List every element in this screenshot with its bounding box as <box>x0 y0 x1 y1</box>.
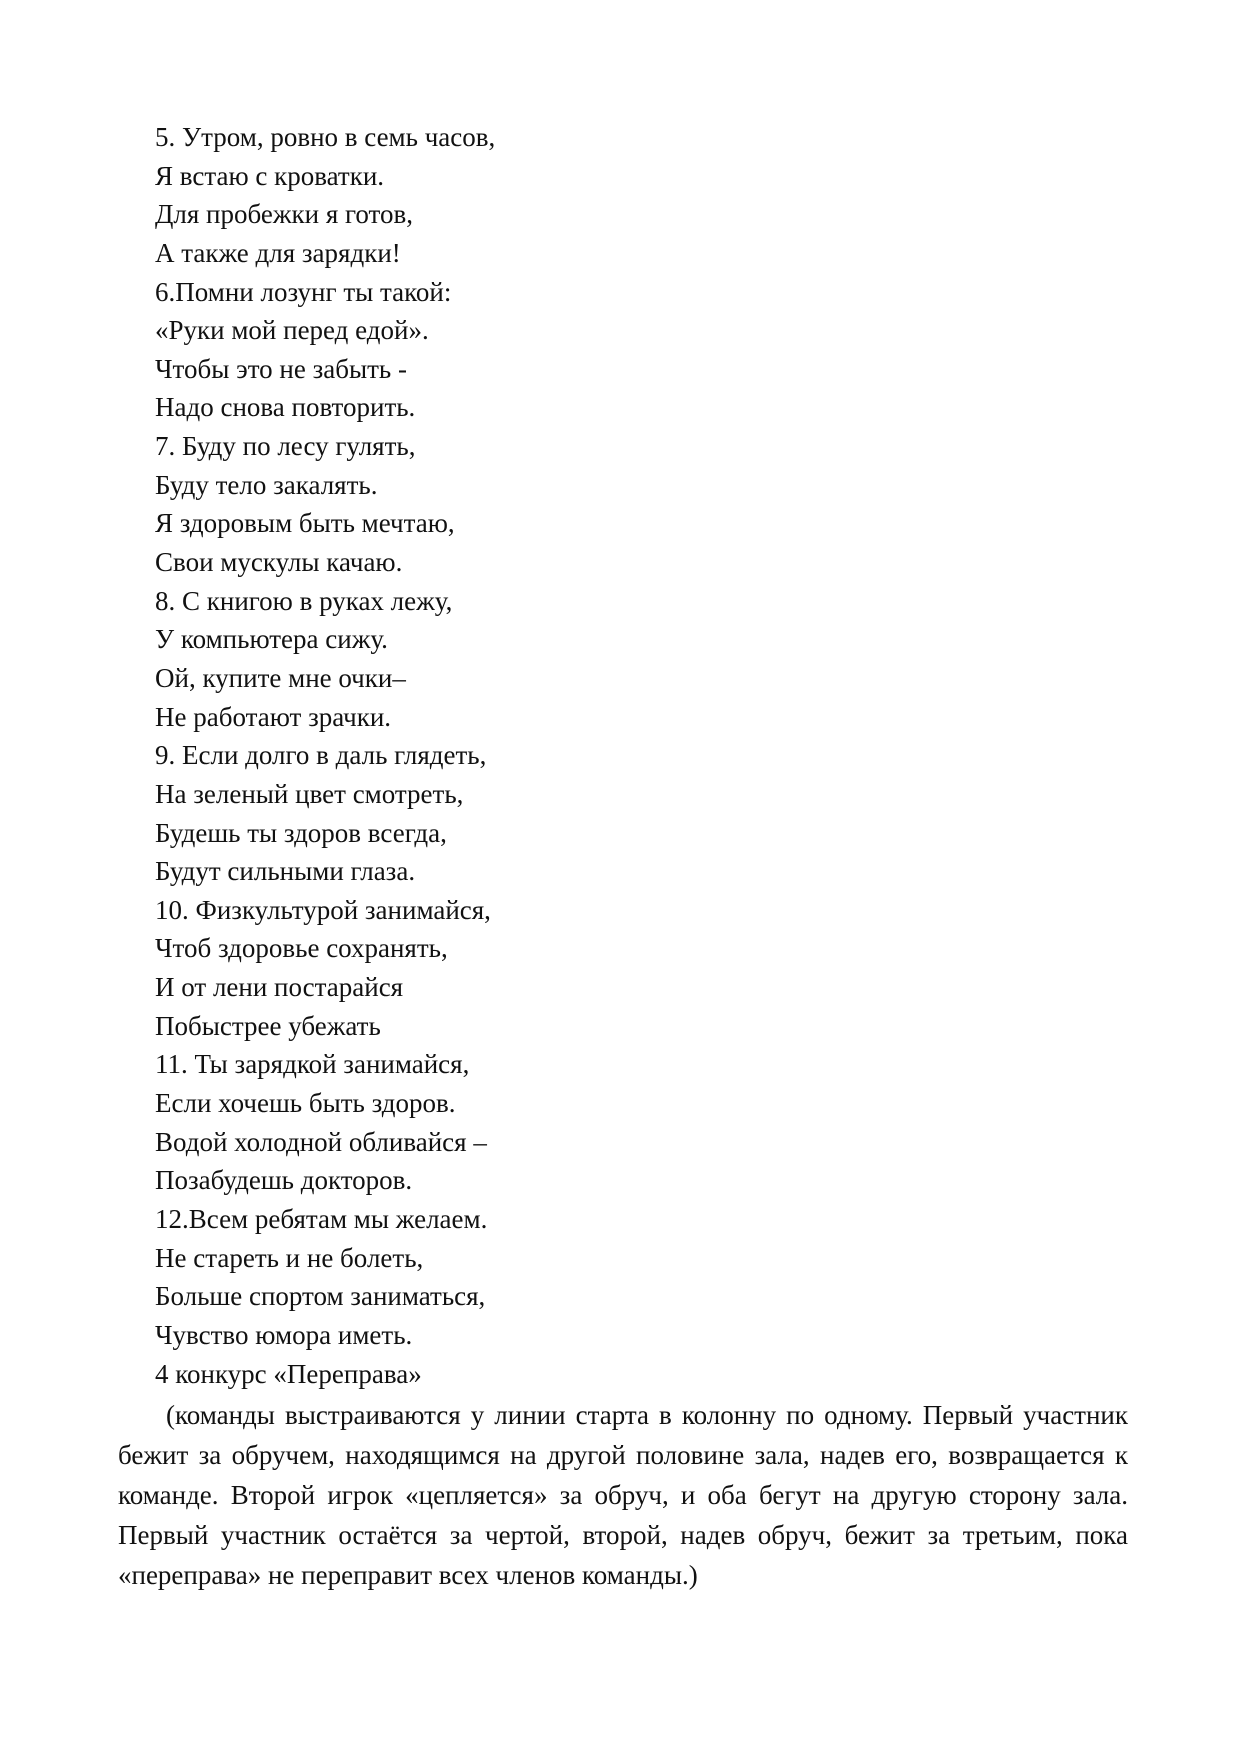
verse-line: У компьютера сижу. <box>155 624 388 655</box>
verse-line: Я здоровым быть мечтаю, <box>155 508 455 539</box>
verse-line: 10. Физкультурой занимайся, <box>155 894 491 925</box>
verse-line: «Руки мой перед едой». <box>155 315 429 346</box>
verse-line: И от лени постарайся <box>155 972 404 1003</box>
verse-line: Позабудешь докторов. <box>155 1165 413 1196</box>
verse-line: На зеленый цвет смотреть, <box>155 778 464 809</box>
verse-line: Если хочешь быть здоров. <box>155 1088 456 1119</box>
verse-line: Не работают зрачки. <box>155 701 392 732</box>
verse-line: А также для зарядки! <box>155 237 401 268</box>
verse-line: Я встаю с кроватки. <box>155 160 385 191</box>
verse-line: 6.Помни лозунг ты такой: <box>155 276 452 307</box>
verse-line: Для пробежки я готов, <box>155 199 414 230</box>
verse-lines <box>155 118 495 1393</box>
verse-line: Будут сильными глаза. <box>155 856 416 887</box>
verse-line: 9. Если долго в даль глядеть, <box>155 740 487 771</box>
contest-heading: 4 конкурс «Переправа» <box>155 1358 422 1389</box>
verse-line: Не стареть и не болеть, <box>155 1242 424 1273</box>
verse-line: Чтоб здоровье сохранять, <box>155 933 448 964</box>
verse-line: 12.Всем ребятам мы желаем. <box>155 1203 488 1234</box>
verse-line: Больше спортом заниматься, <box>155 1281 486 1312</box>
verse-line: 8. С книгою в руках лежу, <box>155 585 453 616</box>
verse-line: Надо снова повторить. <box>155 392 416 423</box>
verse-line: Чтобы это не забыть - <box>155 353 407 384</box>
contest-description: (команды выстраиваются у линии старта в колонну по одному. Первый участник бежит за обручем, находящимся на другой половине зала, надев его, возвращается к команде. Второй игрок «цепляется» за обруч, и оба бегут на другую сторону зала. Первый участник остаётся за чертой, второй, надев обруч, бежит за третьим, пока «переправа» не переправит всех членов команды.) <box>118 1400 1128 1590</box>
verse-line: Буду тело закалять. <box>155 469 378 500</box>
verse-line: 5. Утром, ровно в семь часов, <box>155 122 496 152</box>
verse-line: Ой, купите мне очки– <box>155 662 406 693</box>
verse-line: 7. Буду по лесу гулять, <box>155 431 416 462</box>
verse-line: 11. Ты зарядкой занимайся, <box>155 1049 470 1080</box>
verse-line: Побыстрее убежать <box>155 1010 381 1041</box>
verse-line: Будешь ты здоров всегда, <box>155 817 447 848</box>
verse-line: Чувство юмора иметь. <box>155 1319 413 1350</box>
verse-line: Свои мускулы качаю. <box>155 547 403 578</box>
verse-line: Водой холодной обливайся – <box>155 1126 487 1157</box>
